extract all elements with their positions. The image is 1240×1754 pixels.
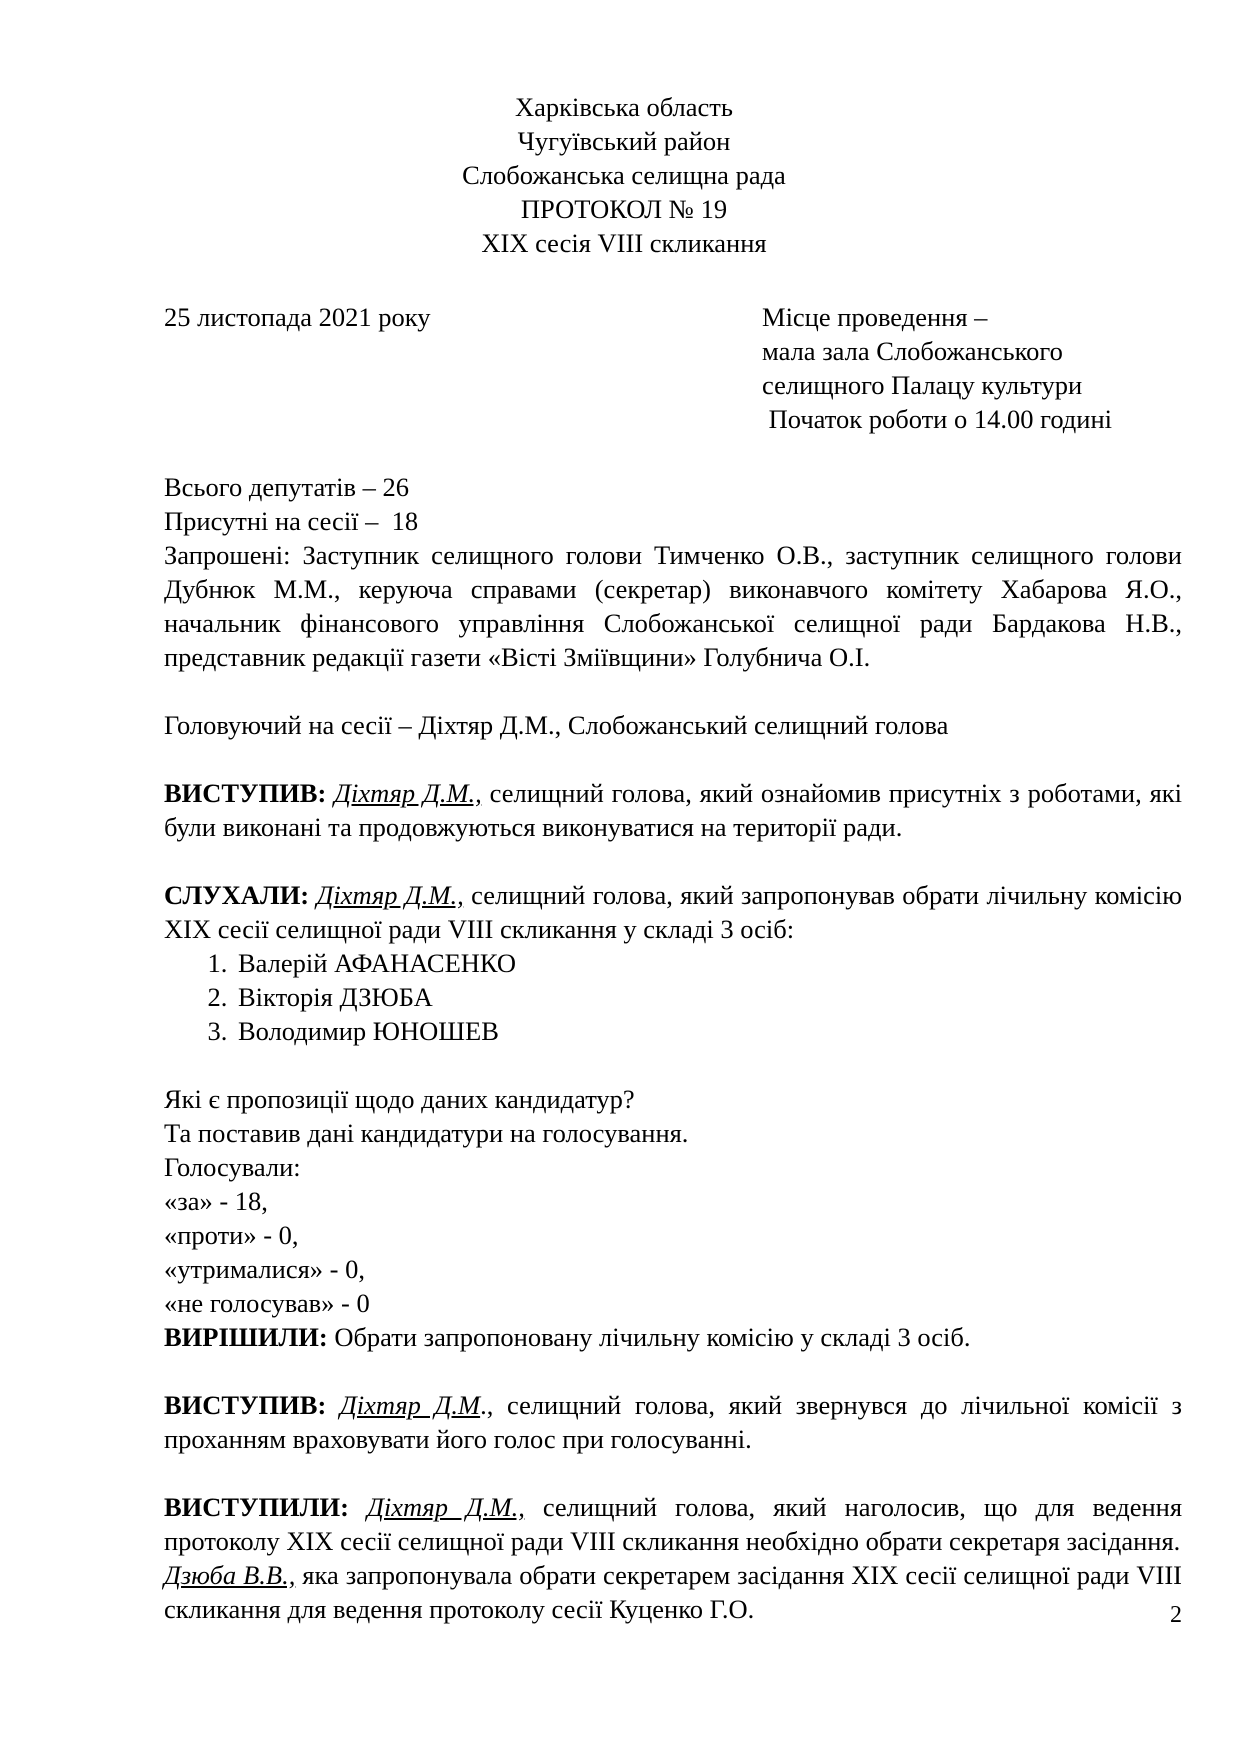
document-header xyxy=(194,90,1054,260)
venue-block xyxy=(762,300,1182,436)
present-deputies: Присутні на сесії – 18 xyxy=(164,506,419,536)
list-item: 1. Валерій АФАНАСЕНКО xyxy=(234,946,1182,980)
venue-line-3: селищного Палацу культури xyxy=(762,370,1083,400)
region-line: Харківська область xyxy=(515,92,733,122)
speech-3-proposal xyxy=(164,1558,1182,1626)
decision-text: Обрати запропоновану лічильну комісію у складі 3 осіб. xyxy=(327,1322,971,1352)
speech-2-speaker: Діхтяр Д.М xyxy=(339,1390,481,1420)
council-line: Слобожанська селищна рада xyxy=(462,160,786,190)
session-date: 25 листопада 2021 року xyxy=(164,302,431,332)
page-number: 2 xyxy=(1170,1602,1182,1628)
speech-1-text: селищний голова, який ознайомив присутніх з роботами, які були виконані та продовжуються виконуватися на території ради. xyxy=(164,778,1182,842)
venue-line-1: Місце проведення – xyxy=(762,302,988,332)
counting-commission-list xyxy=(164,946,1182,1048)
speech-3 xyxy=(164,1490,1182,1558)
decision-label: ВИРІШИЛИ: xyxy=(164,1322,328,1352)
heard-text: селищний голова, який запропонував обрати лічильну комісію XIX сесії селищної ради VIII скликання у складі 3 осіб: xyxy=(164,880,1182,944)
vote-for: «за» - 18, xyxy=(164,1186,268,1216)
meta-block xyxy=(164,300,1182,436)
vote-against: «проти» - 0, xyxy=(164,1220,299,1250)
vote-abstained: «утрималися» - 0, xyxy=(164,1254,365,1284)
vote-label: Голосували: xyxy=(164,1152,301,1182)
start-time: Початок роботи о 14.00 годині xyxy=(762,404,1113,434)
proposal-text: яка запропонувала обрати секретарем засідання XIX сесії селищної ради VIII скликання для ведення протоколу сесії Куценко Г.О. xyxy=(164,1560,1183,1624)
vote-not-voted: «не голосував» - 0 xyxy=(164,1288,370,1318)
vote-put: Та поставив дані кандидатури на голосування. xyxy=(164,1118,689,1148)
vote-question: Які є пропозиції щодо даних кандидатур? xyxy=(164,1084,635,1114)
heard-paragraph xyxy=(164,878,1182,946)
speech-1 xyxy=(164,776,1182,844)
speech-1-speaker: Діхтяр Д.М., xyxy=(334,778,482,808)
invited-paragraph: Запрошені: Заступник селищного голови Тимченко О.В., заступник селищного голови Дубнюк М.М., керуюча справами (секретар) виконавчого комітету Хабарова Я.О., начальник фінансового управління Слобожанської селищної ради Бардакова Н.В., представник редакції газети «Вісті Зміївщини» Голубнича О.І. xyxy=(164,540,1182,672)
speech-1-label: ВИСТУПИВ: xyxy=(164,778,327,808)
speech-3-speaker: Діхтяр Д.М., xyxy=(366,1492,525,1522)
total-deputies: Всього депутатів – 26 xyxy=(164,472,409,502)
venue-line-2: мала зала Слобожанського xyxy=(762,336,1063,366)
list-item: 3. Володимир ЮНОШЕВ xyxy=(234,1014,1182,1048)
heard-label: СЛУХАЛИ: xyxy=(164,880,310,910)
district-line: Чугуївський район xyxy=(517,126,731,156)
heard-speaker: Діхтяр Д.М., xyxy=(316,880,464,910)
decision-paragraph xyxy=(164,1320,1182,1354)
speech-2-text: ., селищний голова, який звернувся до лічильної комісії з проханням враховувати його голос при голосуванні. xyxy=(164,1390,1182,1454)
speech-2 xyxy=(164,1388,1182,1456)
speech-3-label: ВИСТУПИЛИ: xyxy=(164,1492,349,1522)
list-item: 2. Вікторія ДЗЮБА xyxy=(234,980,1182,1014)
protocol-title: ПРОТОКОЛ № 19 xyxy=(520,194,728,224)
speech-2-label: ВИСТУПИВ: xyxy=(164,1390,327,1420)
session-line: XIX сесія VIII скликання xyxy=(481,228,767,258)
proposal-speaker: Дзюба В.В., xyxy=(164,1560,296,1590)
chair-line: Головуючий на сесії – Діхтяр Д.М., Слобожанський селищний голова xyxy=(164,710,949,740)
speech-3-text: селищний голова, який наголосив, що для ведення протоколу XIX сесії селищної ради VIII скликання необхідно обрати секретаря засідання. xyxy=(164,1492,1183,1556)
